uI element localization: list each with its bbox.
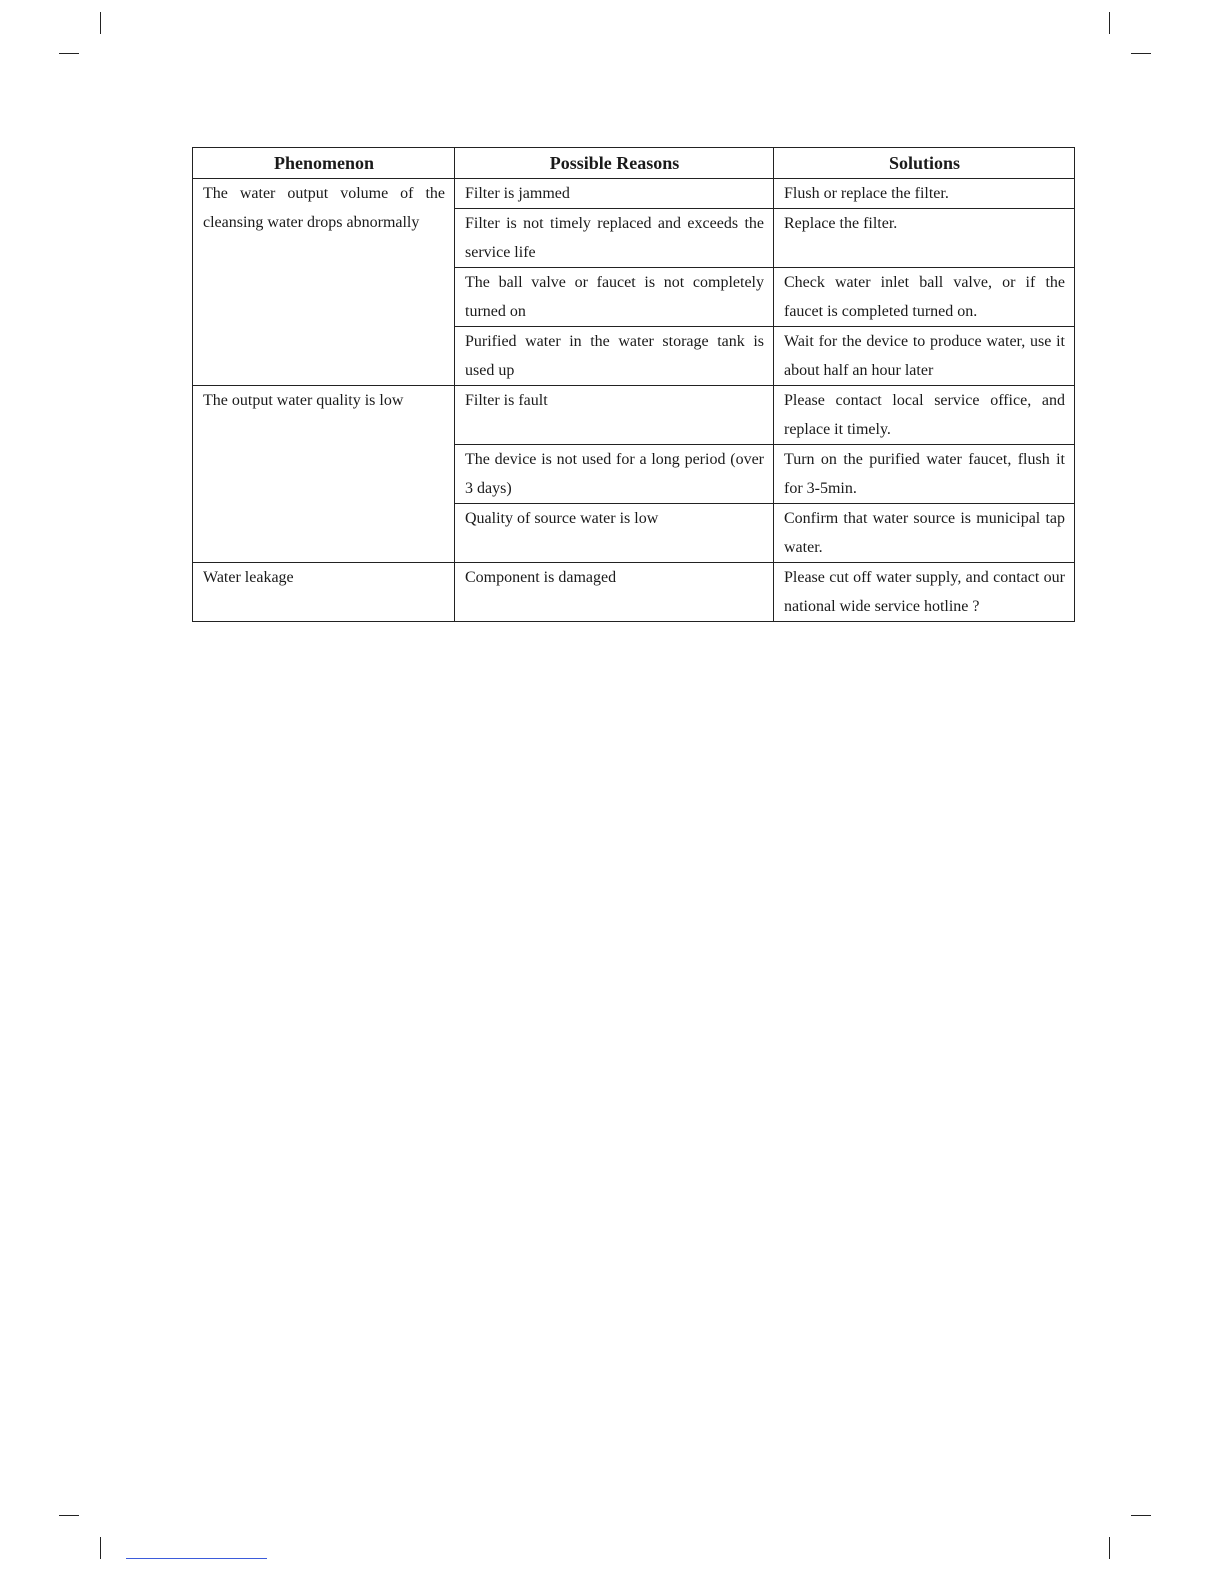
reason-cell: Filter is fault xyxy=(455,386,774,445)
reason-cell: Quality of source water is low xyxy=(455,504,774,563)
table-row xyxy=(193,563,1075,622)
reason-cell: Purified water in the water storage tank is used up xyxy=(455,327,774,386)
troubleshooting-table xyxy=(192,147,1075,622)
reason-cell: Filter is not timely replaced and exceeds the service life xyxy=(455,209,774,268)
solution-cell: Please contact local service office, and replace it timely. xyxy=(774,386,1075,445)
solution-cell: Wait for the device to produce water, use it about half an hour later xyxy=(774,327,1075,386)
reason-cell: Filter is jammed xyxy=(455,179,774,209)
crop-mark-bottom-right-horizontal xyxy=(1131,1515,1151,1516)
solution-cell: Check water inlet ball valve, or if the faucet is completed turned on. xyxy=(774,268,1075,327)
phenomenon-cell: The output water quality is low xyxy=(193,386,455,563)
header-solutions: Solutions xyxy=(774,148,1075,179)
crop-mark-top-left-vertical xyxy=(100,12,101,34)
crop-mark-bottom-left-horizontal xyxy=(59,1515,79,1516)
solution-cell: Confirm that water source is municipal tap water. xyxy=(774,504,1075,563)
header-row xyxy=(193,148,1075,179)
table-row xyxy=(193,179,1075,209)
header-possible-reasons: Possible Reasons xyxy=(455,148,774,179)
crop-mark-top-right-vertical xyxy=(1109,12,1110,34)
table-row xyxy=(193,386,1075,445)
footer-rule xyxy=(126,1558,267,1559)
reason-cell: The ball valve or faucet is not completely turned on xyxy=(455,268,774,327)
crop-mark-top-right-horizontal xyxy=(1131,53,1151,54)
crop-mark-bottom-left-vertical xyxy=(100,1537,101,1559)
solution-cell: Flush or replace the filter. xyxy=(774,179,1075,209)
phenomenon-cell: The water output volume of the cleansing water drops abnormally xyxy=(193,179,455,386)
solution-cell: Replace the filter. xyxy=(774,209,1075,268)
solution-cell: Please cut off water supply, and contact our national wide service hotline ? xyxy=(774,563,1075,622)
reason-cell: Component is damaged xyxy=(455,563,774,622)
header-phenomenon: Phenomenon xyxy=(193,148,455,179)
reason-cell: The device is not used for a long period (over 3 days) xyxy=(455,445,774,504)
crop-mark-top-left-horizontal xyxy=(59,53,79,54)
solution-cell: Turn on the purified water faucet, flush it for 3-5min. xyxy=(774,445,1075,504)
crop-mark-bottom-right-vertical xyxy=(1109,1537,1110,1559)
phenomenon-cell: Water leakage xyxy=(193,563,455,622)
